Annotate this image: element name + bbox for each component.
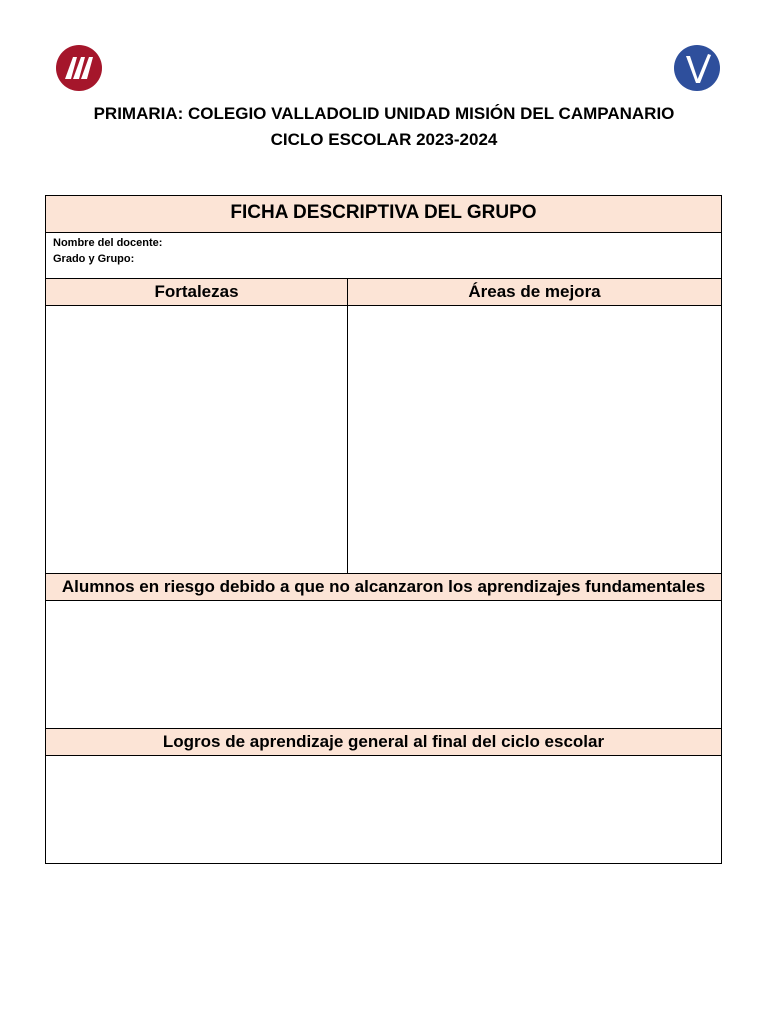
school-title: PRIMARIA: COLEGIO VALLADOLID UNIDAD MISIÓN DEL CAMPANARIO: [93, 104, 675, 123]
columns-body: [46, 306, 721, 574]
riesgo-header: Alumnos en riesgo debido a que no alcanzaron los aprendizajes fundamentales: [46, 574, 721, 601]
fortalezas-header: Fortalezas: [46, 279, 348, 305]
group-form: [45, 195, 722, 864]
logros-area[interactable]: [46, 756, 721, 863]
fortalezas-area[interactable]: [46, 306, 348, 573]
info-section: [46, 233, 721, 279]
docente-field[interactable]: Nombre del docente:: [53, 237, 163, 249]
areas-mejora-header: Áreas de mejora: [468, 282, 601, 301]
v-logo-icon: [674, 45, 720, 91]
m-logo-icon: [56, 45, 102, 91]
grupo-field[interactable]: Grado y Grupo:: [53, 253, 135, 265]
columns-header: [46, 279, 721, 306]
areas-mejora-area[interactable]: [348, 306, 721, 573]
form-title: FICHA DESCRIPTIVA DEL GRUPO: [46, 196, 721, 233]
school-year: CICLO ESCOLAR 2023-2024: [270, 130, 498, 149]
riesgo-area[interactable]: [46, 601, 721, 729]
logros-header: Logros de aprendizaje general al final del ciclo escolar: [46, 729, 721, 756]
